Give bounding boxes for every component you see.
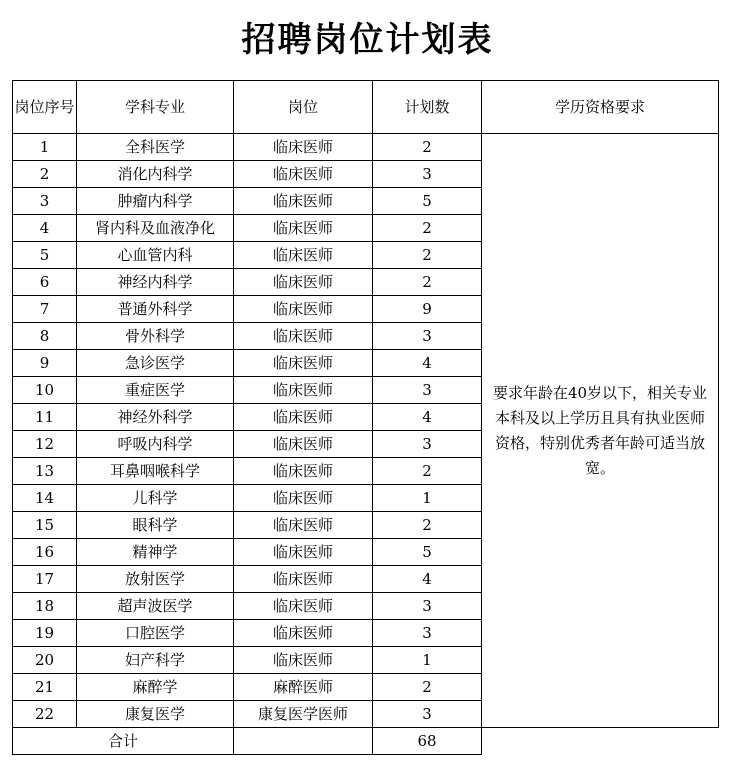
- cell-no: 15: [13, 512, 77, 539]
- cell-planned: 9: [373, 296, 482, 323]
- table-header-row: [13, 81, 719, 134]
- cell-position: 临床医师: [234, 323, 373, 350]
- cell-position: 临床医师: [234, 647, 373, 674]
- cell-discipline: 麻醉学: [77, 674, 234, 701]
- cell-no: 20: [13, 647, 77, 674]
- cell-planned: 5: [373, 539, 482, 566]
- cell-position: 临床医师: [234, 377, 373, 404]
- total-spacer: [234, 728, 373, 755]
- cell-no: 10: [13, 377, 77, 404]
- cell-no: 1: [13, 134, 77, 161]
- cell-position: 临床医师: [234, 134, 373, 161]
- cell-no: 7: [13, 296, 77, 323]
- cell-planned: 3: [373, 161, 482, 188]
- cell-planned: 2: [373, 674, 482, 701]
- cell-discipline: 消化内科学: [77, 161, 234, 188]
- cell-position: 临床医师: [234, 458, 373, 485]
- cell-no: 6: [13, 269, 77, 296]
- cell-no: 9: [13, 350, 77, 377]
- cell-discipline: 心血管内科: [77, 242, 234, 269]
- cell-planned: 3: [373, 620, 482, 647]
- header-discipline: 学科专业: [77, 81, 234, 134]
- cell-planned: 3: [373, 593, 482, 620]
- cell-position: 临床医师: [234, 350, 373, 377]
- cell-position: 临床医师: [234, 566, 373, 593]
- cell-planned: 4: [373, 350, 482, 377]
- cell-no: 17: [13, 566, 77, 593]
- cell-position: 临床医师: [234, 431, 373, 458]
- cell-position: 麻醉医师: [234, 674, 373, 701]
- cell-planned: 3: [373, 377, 482, 404]
- cell-planned: 2: [373, 269, 482, 296]
- cell-position: 临床医师: [234, 161, 373, 188]
- cell-planned: 4: [373, 566, 482, 593]
- cell-discipline: 普通外科学: [77, 296, 234, 323]
- cell-discipline: 肾内科及血液净化: [77, 215, 234, 242]
- cell-discipline: 康复医学: [77, 701, 234, 728]
- cell-no: 18: [13, 593, 77, 620]
- table-row: [13, 134, 719, 161]
- cell-position: 临床医师: [234, 269, 373, 296]
- cell-discipline: 儿科学: [77, 485, 234, 512]
- cell-no: 12: [13, 431, 77, 458]
- header-requirement: 学历资格要求: [482, 81, 719, 134]
- cell-no: 13: [13, 458, 77, 485]
- cell-no: 21: [13, 674, 77, 701]
- cell-discipline: 精神学: [77, 539, 234, 566]
- cell-no: 3: [13, 188, 77, 215]
- cell-discipline: 耳鼻咽喉科学: [77, 458, 234, 485]
- cell-discipline: 超声波医学: [77, 593, 234, 620]
- cell-position: 临床医师: [234, 188, 373, 215]
- cell-position: 临床医师: [234, 512, 373, 539]
- cell-position: 临床医师: [234, 620, 373, 647]
- cell-discipline: 肿瘤内科学: [77, 188, 234, 215]
- cell-no: 8: [13, 323, 77, 350]
- cell-discipline: 全科医学: [77, 134, 234, 161]
- cell-planned: 1: [373, 647, 482, 674]
- cell-position: 临床医师: [234, 539, 373, 566]
- cell-no: 5: [13, 242, 77, 269]
- cell-position: 临床医师: [234, 242, 373, 269]
- header-index: 岗位序号: [13, 81, 77, 134]
- cell-position: 临床医师: [234, 215, 373, 242]
- cell-planned: 3: [373, 701, 482, 728]
- total-label: 合计: [13, 728, 234, 755]
- cell-discipline: 妇产科学: [77, 647, 234, 674]
- cell-planned: 2: [373, 458, 482, 485]
- cell-planned: 2: [373, 242, 482, 269]
- header-planned: 计划数: [373, 81, 482, 134]
- cell-planned: 2: [373, 215, 482, 242]
- cell-position: 临床医师: [234, 593, 373, 620]
- cell-no: 11: [13, 404, 77, 431]
- header-position: 岗位: [234, 81, 373, 134]
- cell-discipline: 口腔医学: [77, 620, 234, 647]
- cell-position: 临床医师: [234, 404, 373, 431]
- cell-discipline: 呼吸内科学: [77, 431, 234, 458]
- cell-discipline: 神经内科学: [77, 269, 234, 296]
- cell-discipline: 眼科学: [77, 512, 234, 539]
- cell-planned: 5: [373, 188, 482, 215]
- cell-discipline: 神经外科学: [77, 404, 234, 431]
- cell-position: 临床医师: [234, 485, 373, 512]
- page-title: 招聘岗位计划表: [241, 20, 494, 60]
- cell-discipline: 重症医学: [77, 377, 234, 404]
- cell-planned: 4: [373, 404, 482, 431]
- cell-no: 4: [13, 215, 77, 242]
- cell-no: 22: [13, 701, 77, 728]
- total-value: 68: [373, 728, 482, 755]
- requirement-text: 要求年龄在40岁以下，相关专业本科及以上学历且具有执业医师资格，特别优秀者年龄可适当放宽。: [482, 134, 719, 728]
- total-row: [13, 728, 719, 755]
- cell-no: 19: [13, 620, 77, 647]
- cell-no: 16: [13, 539, 77, 566]
- cell-discipline: 骨外科学: [77, 323, 234, 350]
- table-body: [13, 134, 719, 728]
- cell-planned: 3: [373, 323, 482, 350]
- cell-position: 康复医学医师: [234, 701, 373, 728]
- cell-position: 临床医师: [234, 296, 373, 323]
- cell-discipline: 急诊医学: [77, 350, 234, 377]
- cell-planned: 2: [373, 512, 482, 539]
- cell-discipline: 放射医学: [77, 566, 234, 593]
- cell-no: 2: [13, 161, 77, 188]
- cell-planned: 2: [373, 134, 482, 161]
- cell-no: 14: [13, 485, 77, 512]
- recruitment-plan-table: [12, 80, 719, 755]
- cell-planned: 3: [373, 431, 482, 458]
- cell-planned: 1: [373, 485, 482, 512]
